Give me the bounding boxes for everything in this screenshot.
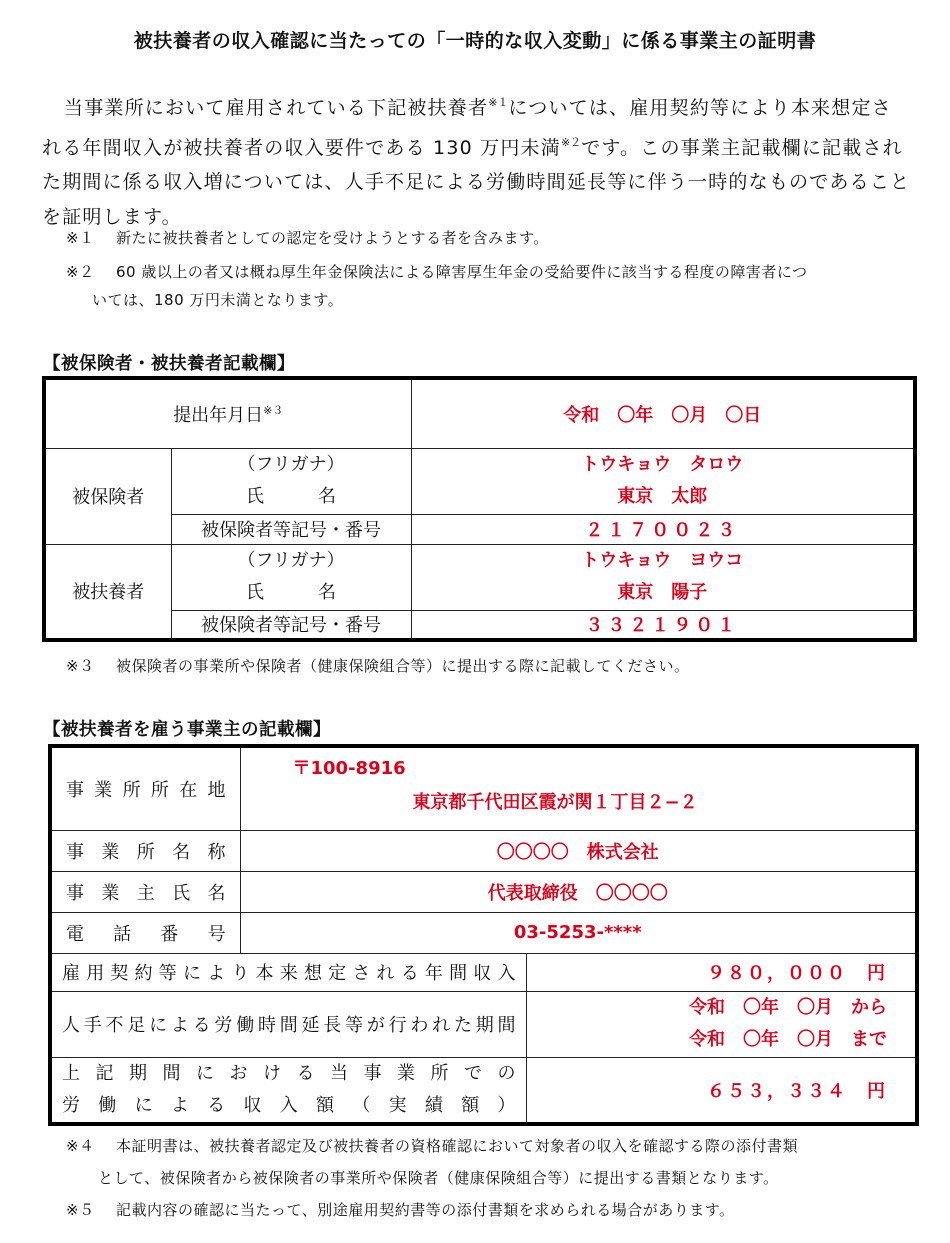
note-4-mark: ※４ xyxy=(66,1137,95,1155)
postal-code: 〒100-8916 xyxy=(292,758,406,779)
dependent-name-value[interactable] xyxy=(411,544,915,610)
insured-furigana-value: トウキョウ タロウ xyxy=(581,454,744,475)
submit-date-label-text: 提出年月日 xyxy=(173,404,264,426)
address-value[interactable] xyxy=(240,746,917,830)
note-3-text: 被保険者の事業所や保険者（健康保険組合等）に提出する際に記載してください。 xyxy=(116,657,690,675)
note-5 xyxy=(66,1200,735,1220)
section2-heading: 【被扶養者を雇う事業主の記載欄】 xyxy=(43,720,331,740)
note-2 xyxy=(66,262,808,282)
period-from: 令和 〇年 〇月 から xyxy=(689,997,887,1018)
certification-statement xyxy=(42,86,912,234)
owner-label: 事業主氏名 xyxy=(50,871,240,912)
intro-part2: については、雇用契約等により本来想定される年間収入が被扶養者の収入要件である 130 万円未満 xyxy=(42,97,892,159)
owner-value[interactable]: 代表取締役 〇〇〇〇 xyxy=(240,871,917,912)
earned-income-label xyxy=(50,1057,526,1124)
note-1-mark: ※１ xyxy=(66,229,95,247)
note-2-mark: ※２ xyxy=(66,263,95,281)
period-value[interactable] xyxy=(526,991,917,1057)
note-4 xyxy=(66,1136,798,1156)
note-4-cont xyxy=(98,1168,779,1188)
dependent-number-label: 被保険者等記号・番号 xyxy=(171,610,411,640)
earned-income-value[interactable]: ６５３，３３４ 円 xyxy=(526,1057,917,1124)
note-5-text: 記載内容の確認に当たって、別途雇用契約書等の添付書類を求められる場合があります。 xyxy=(116,1201,735,1219)
dependent-number-value[interactable]: ３３２１９０１ xyxy=(411,610,915,640)
footnote-ref-3: ※３ xyxy=(263,403,284,417)
insured-number-label: 被保険者等記号・番号 xyxy=(171,514,411,544)
insured-dependent-table xyxy=(42,376,917,642)
note-2-line2: いては、180 万円未満となります。 xyxy=(92,291,344,309)
note-2-cont xyxy=(92,290,343,310)
document-title: 被扶養者の収入確認に当たっての「一時的な収入変動」に係る事業主の証明書 xyxy=(133,30,817,52)
note-3 xyxy=(66,656,690,676)
earned-label-line1: 上記期間における当事業所での xyxy=(62,1062,516,1084)
insured-name-text: 東京 太郎 xyxy=(617,486,708,507)
insured-name-label: 氏 名 xyxy=(246,486,336,507)
annual-income-label: 雇用契約等により本来想定される年間収入 xyxy=(50,953,526,991)
dependent-label: 被扶養者 xyxy=(44,544,171,640)
period-to: 令和 〇年 〇月 まで xyxy=(689,1029,887,1050)
employer-table xyxy=(48,744,919,1126)
note-1-text: 新たに被扶養者としての認定を受けようとする者を含みます。 xyxy=(116,229,549,247)
note-4-line1: 本証明書は、被扶養者認定及び被扶養者の資格確認において対象者の収入を確認する際の添付書類 xyxy=(116,1137,799,1155)
earned-label-line2: 労働による収入額（実績額） xyxy=(62,1094,516,1116)
dependent-name-label: 氏 名 xyxy=(246,582,336,603)
address-text: 東京都千代田区霞が関１丁目２−２ xyxy=(412,792,698,813)
phone-value[interactable]: 03-5253-**** xyxy=(240,912,917,953)
phone-label: 電話番号 xyxy=(50,912,240,953)
intro-part3: です。この事業主記載欄に記載された期間に係る収入増については、人手不足による労働時間延長等に伴う一時的なものであることを証明します。 xyxy=(42,136,911,228)
office-name-value[interactable]: 〇〇〇〇 株式会社 xyxy=(240,830,917,871)
office-name-label: 事業所名称 xyxy=(50,830,240,871)
note-3-mark: ※３ xyxy=(66,657,95,675)
insured-name-value[interactable] xyxy=(411,448,915,514)
dependent-name-labels xyxy=(171,544,411,610)
insured-label: 被保険者 xyxy=(44,448,171,544)
submit-date-label xyxy=(44,378,411,448)
intro-part1: 当事業所において雇用されている下記被扶養者 xyxy=(64,97,489,119)
footnote-ref-2: ※２ xyxy=(560,135,582,149)
section1-heading: 【被保険者・被扶養者記載欄】 xyxy=(43,354,295,374)
submit-date-value[interactable]: 令和 〇年 〇月 〇日 xyxy=(411,378,915,448)
insured-furigana-label: （フリガナ） xyxy=(237,454,345,475)
period-label: 人手不足による労働時間延長等が行われた期間 xyxy=(50,991,526,1057)
note-1 xyxy=(66,228,549,248)
note-2-line1: 60 歳以上の者又は概ね厚生年金保険法による障害厚生年金の受給要件に該当する程度の障害者につ xyxy=(116,263,808,281)
note-4-line2: として、被保険者から被保険者の事業所や保険者（健康保険組合等）に提出する書類となります。 xyxy=(98,1169,779,1187)
footnote-ref-1: ※１ xyxy=(488,96,509,109)
dependent-furigana-value: トウキョウ ヨウコ xyxy=(581,550,744,571)
address-label: 事業所所在地 xyxy=(50,746,240,830)
dependent-furigana-label: （フリガナ） xyxy=(237,550,345,571)
annual-income-value[interactable]: ９８０，０００ 円 xyxy=(526,953,917,991)
note-5-mark: ※５ xyxy=(66,1201,95,1219)
dependent-name-text: 東京 陽子 xyxy=(617,582,708,603)
insured-number-value[interactable]: ２１７００２３ xyxy=(411,514,915,544)
insured-name-labels xyxy=(171,448,411,514)
